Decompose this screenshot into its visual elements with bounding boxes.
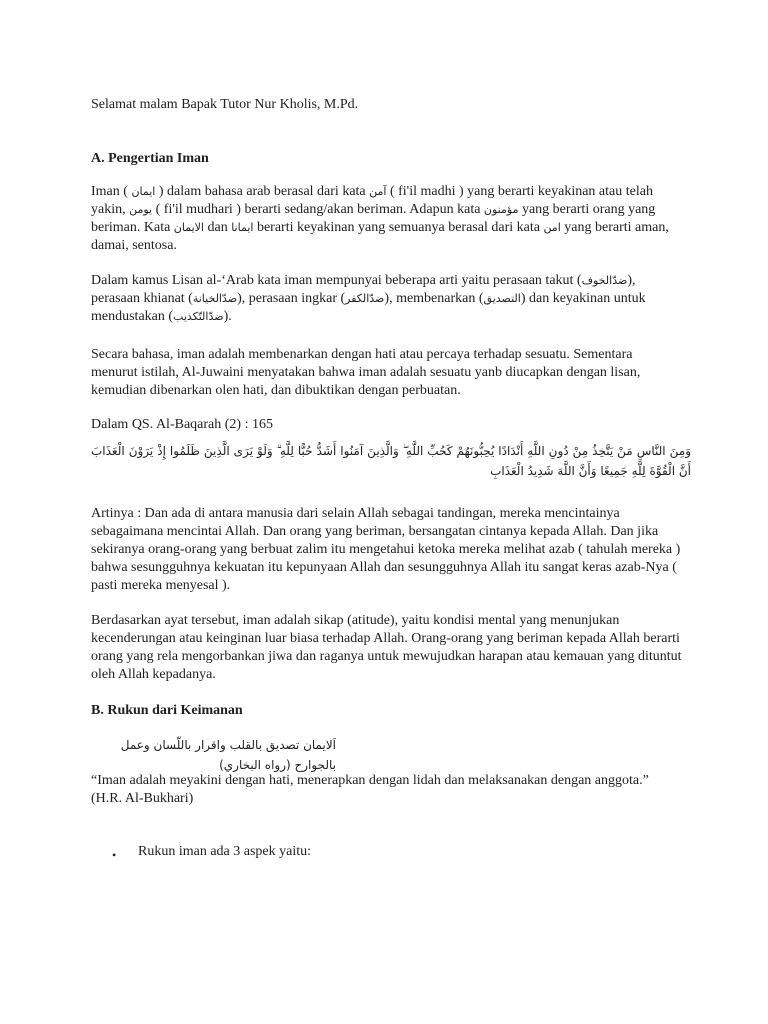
section-a-heading: A. Pengertian Iman — [91, 151, 209, 166]
paragraph-iman-etymology: Iman ( ايمان ) dalam bahasa arab berasal dari kata آمن ( fi'il madhi ) yang berarti keyakinan atau telah yakin, يومن ( fi'il mudhari ) berarti sedang/akan beriman. Adapun kata مؤمنون yang berarti orang yang beriman. Kata الايمان dan ايمانا berarti keyakinan yang semuanya berasal dari kata امن yang berarti aman, damai, sentosa. — [91, 184, 669, 253]
paragraph-interpretation: Berdasarkan ayat tersebut, iman adalah sikap (atitude), yaitu kondisi mental yang menunjukan kecenderungan atau keinginan luar biasa terhadap Allah. Orang-orang yang beriman kepada Allah berarti orang yang rela mengorbankan jiwa dan raganya untuk mewujudkan harapan atau kemauan yang dituntut oleh Allah kepadanya. — [91, 613, 682, 682]
list-item-rukun-iman: Rukun iman ada 3 aspek yaitu: — [138, 844, 312, 859]
hadith-arabic: اَلايمان تصديق بالقلب واقرار باللّسان وعمل بالجوارح (رواه البخاري) — [120, 738, 336, 772]
verse-arabic: وَمِنَ النَّاسِ مَنْ يَتَّخِذُ مِنْ دُونِ اللَّهِ أَنْدَادًا يُحِبُّونَهُمْ كَحُبِّ اللَّهِ ۖ وَالَّذِينَ آمَنُوا أَشَدُّ حُبًّا لِلَّهِ ۗ وَلَوْ يَرَى الَّذِينَ ظَلَمُوا إِذْ يَرَوْنَ الْعَذَابَ أَنَّ الْقُوَّةَ لِلَّهِ جَمِيعًا وَأَنَّ اللَّهَ شَدِيدُ الْعَذَابِ — [91, 444, 691, 478]
section-b-heading: B. Rukun dari Keimanan — [91, 703, 243, 718]
paragraph-definition: Secara bahasa, iman adalah membenarkan dengan hati atau percaya terhadap sesuatu. Sementara menurut istilah, Al-Juwaini menyatakan bahwa iman adalah sesuatu yanb diucapkan dengan lisan, kemudian dibenarkan olen hati, dan dibuktikan dengan perbuatan. — [91, 347, 641, 398]
paragraph-lisan-al-arab: Dalam kamus Lisan al-‘Arab kata iman mempunyai beberapa arti yaitu perasaan takut (ضدّالخوف), perasaan khianat (ضدّالخيانة), perasaan ingkar (ضدّالكفر), membenarkan (التصديق) dan keyakinan untuk mendustakan (ضدّالتّكذيب). — [91, 273, 646, 324]
greeting-line: Selamat malam Bapak Tutor Nur Kholis, M.Pd. — [91, 97, 359, 112]
verse-reference: Dalam QS. Al-Baqarah (2) : 165 — [91, 417, 273, 432]
bullet-dot-icon: • — [112, 848, 117, 862]
verse-translation: Artinya : Dan ada di antara manusia dari selain Allah sebagai tandingan, mereka mencintainya sebagaimana mencintai Allah. Dan orang yang beriman, bersangatan cintanya kepada Allah. Dan jika sekiranya orang-orang yang berbuat zalim itu mengetahui ketoka mereka melihat azab ( tahulah mereka ) bahwa sesungguhnya kekuatan itu kepunyaan Allah dan sesungguhnya Allah itu sangat keras azab-Nya ( pasti mereka menyesal ). — [91, 506, 681, 593]
hadith-translation-quote: “Iman adalah meyakini dengan hati, menerapkan dengan lidah dan melaksanakan dengan anggota.” (H.R. Al-Bukhari) — [91, 773, 649, 806]
